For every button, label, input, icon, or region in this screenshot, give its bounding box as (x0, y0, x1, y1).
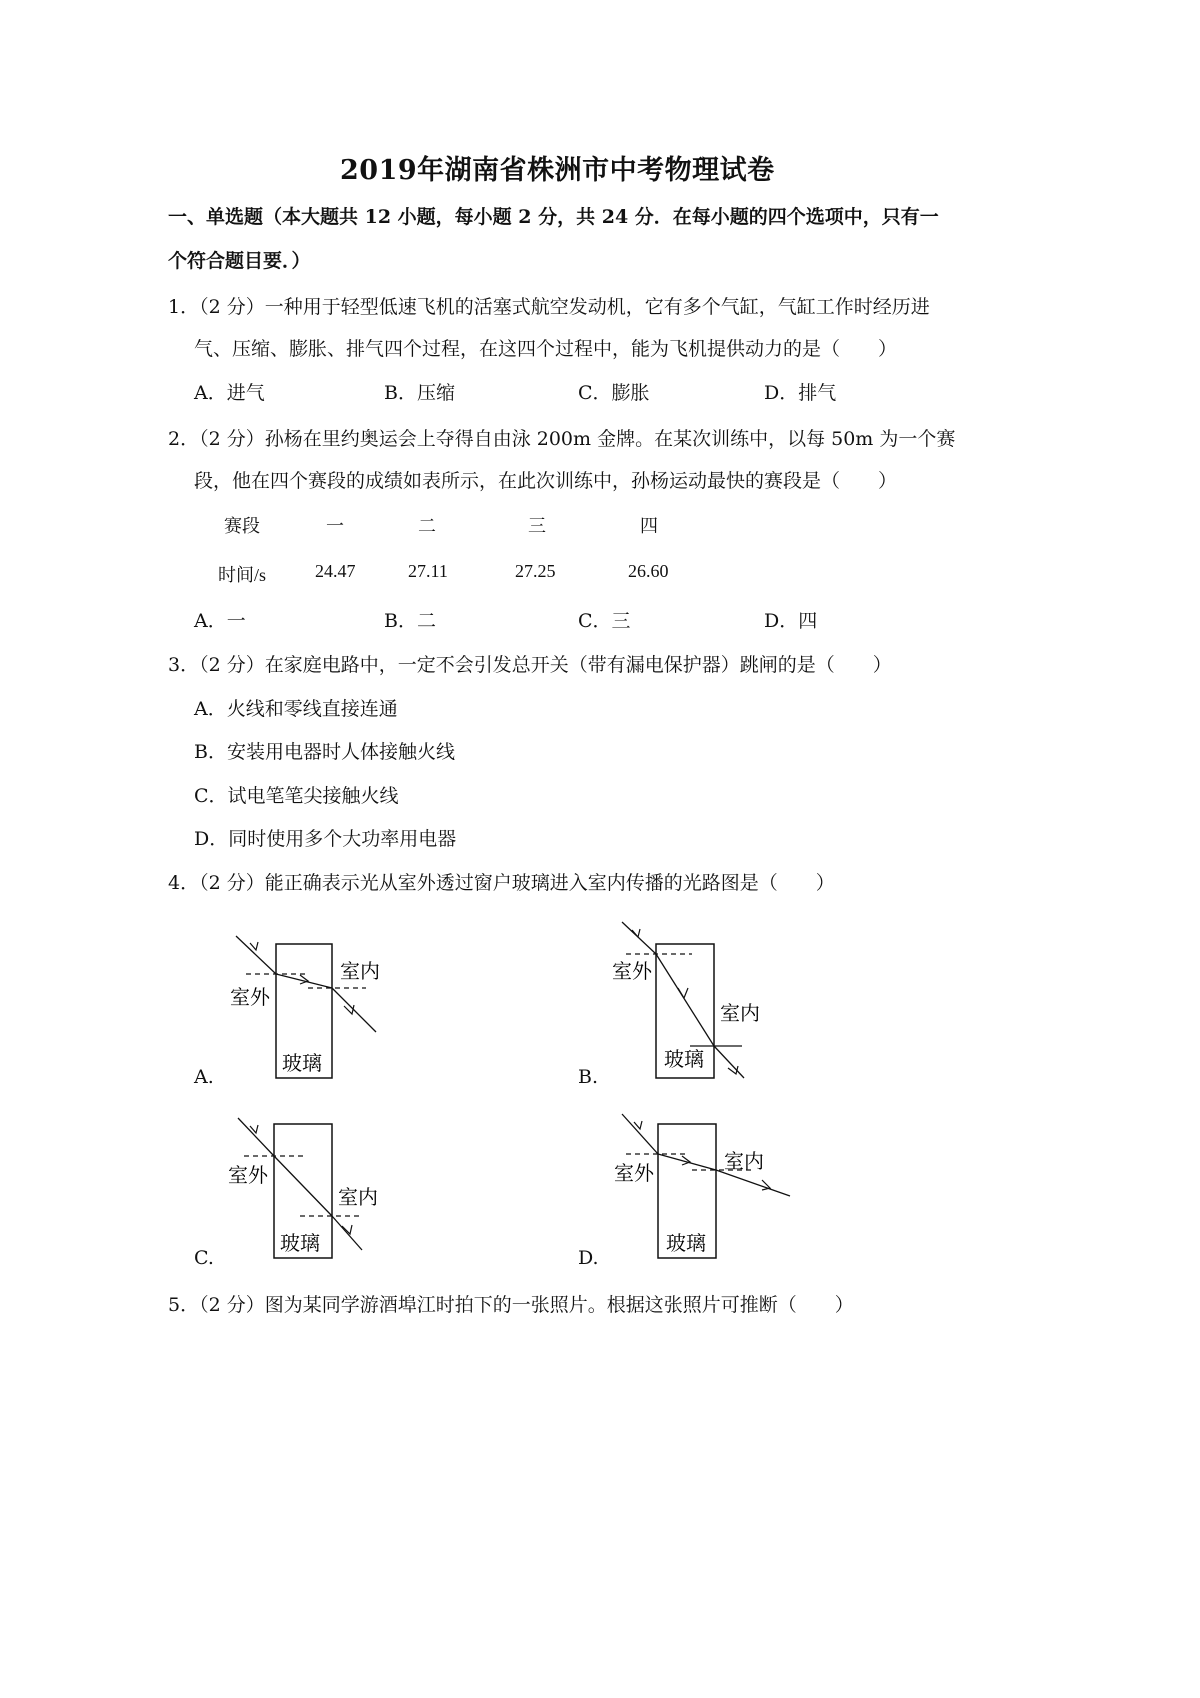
q2-stem-line1: 2．（2 分）孙杨在里约奥运会上夺得自由泳 200m 金牌。在某次训练中，以每 50m 为一个赛 (168, 428, 956, 450)
table-cell: 27.11 (408, 561, 448, 581)
q4-option-a-label[interactable]: A. (194, 1066, 214, 1088)
q2-option-a[interactable]: A．一 (194, 610, 246, 632)
arrow-head (250, 942, 258, 950)
q3-option-b[interactable]: B．安装用电器时人体接触火线 (194, 741, 455, 763)
arrow-head (300, 975, 308, 984)
table-header-cell: 四 (640, 516, 658, 536)
arrow-head (762, 1180, 770, 1190)
arrow-head (344, 1005, 354, 1014)
outdoor-label: 室外 (228, 1163, 268, 1187)
incident-ray (238, 1118, 274, 1156)
incident-ray (622, 922, 656, 954)
table-header-cell: 一 (326, 516, 344, 536)
q1-stem-line2: 气、压缩、膨胀、排气四个过程，在这四个过程中，能为飞机提供动力的是（ ） (194, 338, 898, 360)
q2-stem-line2: 段，他在四个赛段的成绩如表所示，在此次训练中，孙杨运动最快的赛段是（ ） (194, 470, 898, 492)
outdoor-label: 室外 (612, 959, 652, 983)
table-cell: 26.60 (628, 561, 669, 581)
glass-label: 玻璃 (282, 1051, 322, 1075)
q1-stem-line1: 1．（2 分）一种用于轻型低速飞机的活塞式航空发动机，它有多个气缸，气缸工作时经历进 (168, 296, 930, 318)
q1-option-d[interactable]: D．排气 (764, 382, 837, 404)
outdoor-label: 室外 (614, 1161, 654, 1185)
table-header-cell: 赛段 (224, 516, 260, 536)
q2-option-c[interactable]: C．三 (578, 610, 631, 632)
q2-option-b[interactable]: B．二 (384, 610, 436, 632)
arrow-head (678, 988, 688, 998)
q3-option-d[interactable]: D．同时使用多个大功率用电器 (194, 828, 457, 850)
q3-stem: 3．（2 分）在家庭电路中，一定不会引发总开关（带有漏电保护器）跳闸的是（ ） (168, 654, 892, 676)
indoor-label: 室内 (340, 959, 380, 983)
q4-stem: 4．（2 分）能正确表示光从室外透过窗户玻璃进入室内传播的光路图是（ ） (168, 872, 835, 894)
indoor-label: 室内 (720, 1001, 760, 1025)
q4-diagram-b (606, 912, 786, 1088)
q4-option-d-label[interactable]: D. (578, 1247, 599, 1269)
q4-option-b-label[interactable]: B. (578, 1066, 599, 1088)
outdoor-label: 室外 (230, 985, 270, 1009)
table-cell: 27.25 (515, 561, 556, 581)
incident-ray (622, 1114, 658, 1154)
emergent-ray (332, 988, 376, 1032)
table-cell: 时间/s (218, 565, 267, 585)
indoor-label: 室内 (724, 1149, 764, 1173)
q1-option-c[interactable]: C．膨胀 (578, 382, 650, 404)
glass-label: 玻璃 (280, 1231, 320, 1255)
q4-option-c-label[interactable]: C. (194, 1247, 214, 1269)
emergent-ray (714, 1046, 744, 1078)
incident-ray (236, 936, 276, 974)
emergent-ray (716, 1170, 790, 1196)
q4-diagram-d (606, 1108, 806, 1272)
q1-option-a[interactable]: A．进气 (194, 382, 265, 404)
q2-option-d[interactable]: D．四 (764, 610, 818, 632)
glass-label: 玻璃 (664, 1047, 704, 1071)
refracted-ray (656, 954, 714, 1046)
table-cell: 24.47 (315, 561, 356, 581)
q4-diagram-c (220, 1112, 390, 1272)
emergent-ray (332, 1216, 362, 1250)
q4-diagram-a (220, 928, 390, 1088)
refracted-ray (276, 974, 332, 988)
table-header-cell: 三 (528, 516, 546, 536)
q5-stem: 5．（2 分）图为某同学游酒埠江时拍下的一张照片。根据这张照片可推断（ ） (168, 1294, 854, 1316)
page-title: 2019年湖南省株洲市中考物理试卷 (340, 155, 775, 186)
q3-option-a[interactable]: A．火线和零线直接连通 (194, 698, 398, 720)
indoor-label: 室内 (338, 1185, 378, 1209)
q3-option-c[interactable]: C．试电笔笔尖接触火线 (194, 785, 399, 807)
section-heading-line1: 一、单选题（本大题共 12 小题，每小题 2 分，共 24 分．在每小题的四个选项中，只有一 (168, 206, 939, 228)
refracted-ray (658, 1154, 716, 1170)
glass-label: 玻璃 (666, 1231, 706, 1255)
section-heading-line2: 个符合题目要．） (168, 250, 311, 272)
q1-option-b[interactable]: B．压缩 (384, 382, 455, 404)
table-header-cell: 二 (418, 516, 436, 536)
refracted-ray (274, 1156, 332, 1216)
